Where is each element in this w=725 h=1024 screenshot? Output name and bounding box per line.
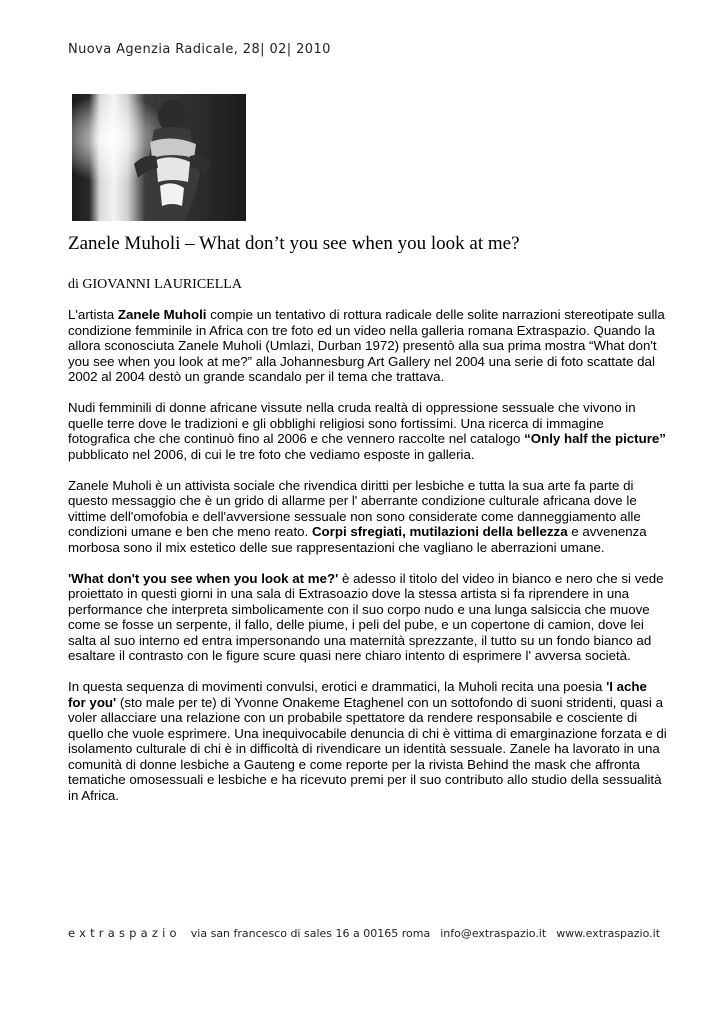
paragraph-text: compie un tentativo di rottura radicale delle solite narrazioni stereotipate sulla condizione femminile in Africa con tre foto ed un video nella galleria romana Extraspazio. Quando la allora sconosciuta Zanele Muholi (Umlazi, Durban 1972) presentò alla sua prima mostra “What don't you see when you look at me?” alla Johannesburg Art Gallery nel 2004 una serie di foto scattate dal 2002 al 2004 destò un grande scandalo per il tema che trattava. bbox=[68, 307, 665, 384]
gallery-email: info@extraspazio.it bbox=[440, 927, 547, 940]
paragraph-text: Nudi femminili di donne africane vissute nella cruda realtà di oppressione sessuale che vivono in quelle terre dove le tradizioni e gli obblighi religiosi sono fortissimi. Una ricerca di immagine fotografica che che continuò fino al 2006 e che vennero raccolte nel catalogo bbox=[68, 400, 636, 446]
paragraph-text: è adesso il titolo del video in bianco e nero che si vede proiettato in questi giorni in una sala di Extrasoazio dove la stessa artista si fa riprendere in una performance che interpreta simbolicamente con il suo corpo nudo e una lunga salsiccia che muove come se fosse un serpente, il fallo, delle piume, i peli del pube, e un copertone di camion, dove lei salta al suo interno ed entra impersonando una maternità sprezzante, il tutto su un fondo bianco ad esaltare il contrasto con le figure scure quasi nere chiaro intento di esprimere l' avversa società. bbox=[68, 570, 664, 663]
artwork-photo bbox=[72, 94, 246, 221]
article-title: Zanele Muholi – What don’t you see when you look at me? bbox=[68, 233, 520, 254]
gallery-brand: extraspazio bbox=[68, 926, 181, 940]
article-body bbox=[68, 307, 668, 819]
article-byline: di GIOVANNI LAURICELLA bbox=[68, 277, 242, 292]
gallery-website: www.extraspazio.it bbox=[556, 927, 661, 940]
publication-header: Nuova Agenzia Radicale, 28| 02| 2010 bbox=[68, 42, 331, 57]
paragraph-text: e avvenenza morbosa sono il mix estetico delle sue rappresentazioni che vagliano le aberrazioni umane. bbox=[68, 524, 647, 555]
paragraph-2 bbox=[68, 400, 668, 462]
bold-text: 'I ache for you' bbox=[68, 679, 647, 710]
paragraph-text: (sto male per te) di Yvonne Onakeme Etaghenel con un sottofondo di suoni stridenti, quasi a voler allacciare una relazione con un probabile spettatore da rendere responsabile e cosciente di quello che vuole esprimere. Una inequivocabile denuncia di chi è vittima di emarginazione forzata e di isolamento culturale di chi è in difficoltà di rivendicare un identità sessuale. Zanele ha lavorato in una comunità di donne lesbiche a Gauteng e come reporte per la rivista Behind the mask che affronta tematiche omosessuali e lesbiche e ha ricevuto premi per il suo contributo allo studio della sessualità in Africa. bbox=[68, 694, 667, 803]
paragraph-text: In questa sequenza di movimenti convulsi, erotici e drammatici, la Muholi recita una poesia bbox=[68, 679, 607, 694]
paragraph-text: L'artista bbox=[68, 307, 118, 322]
paragraph-1 bbox=[68, 307, 668, 385]
paragraph-text: Zanele Muholi è un attivista sociale che rivendica diritti per lesbiche e tutta la sua arte fa parte di questo messaggio che è un grido di allarme per l' aberrante condizione culturale africana dove le vittime dell'omofobia e dell'avversione sessuale non sono considerate come danneggiamento alle condizioni umane e ben che meno reato. bbox=[68, 477, 641, 539]
paragraph-3 bbox=[68, 478, 668, 556]
bold-text: Corpi sfregiati, mutilazioni della bellezza bbox=[311, 524, 568, 539]
paragraph-5 bbox=[68, 679, 668, 803]
bold-text: 'What don't you see when you look at me?' bbox=[68, 570, 339, 586]
page-footer bbox=[68, 926, 660, 940]
paragraph-text: pubblicato nel 2006, di cui le tre foto che vediamo esposte in galleria. bbox=[68, 446, 475, 462]
bold-text: “Only half the picture” bbox=[524, 431, 666, 446]
bold-text: Zanele Muholi bbox=[117, 307, 207, 322]
paragraph-4 bbox=[68, 571, 668, 664]
gallery-address: via san francesco di sales 16 a 00165 roma bbox=[190, 927, 431, 940]
